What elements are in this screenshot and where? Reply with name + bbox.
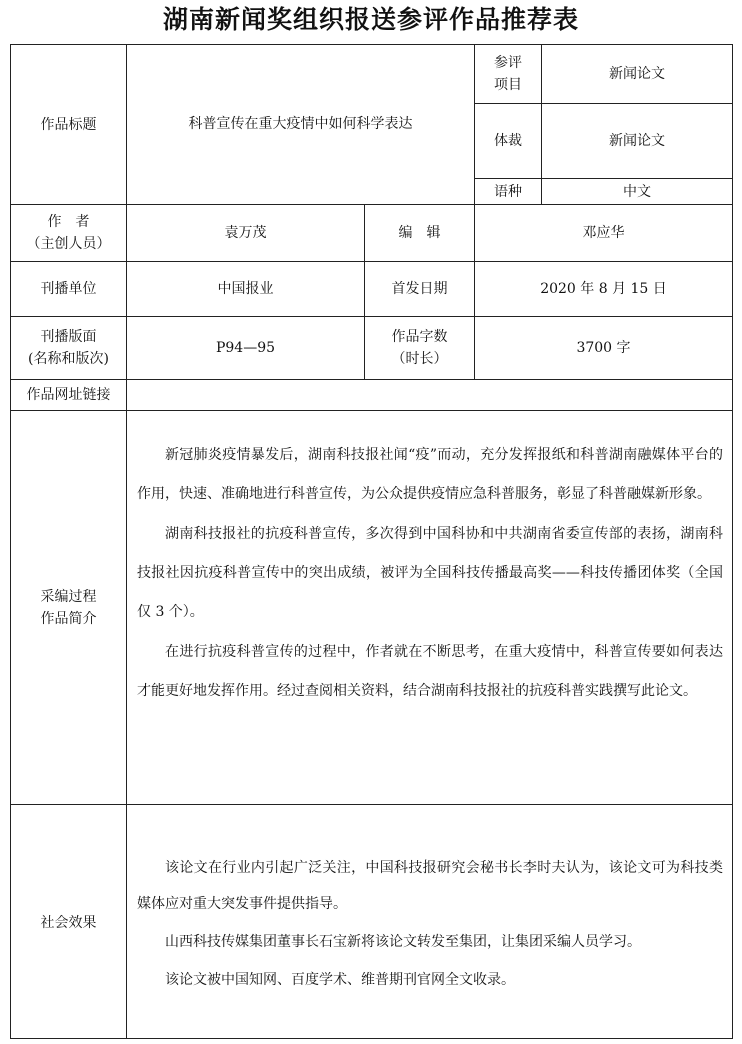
editor-value: 邓应华 [582,225,625,241]
language-value: 中文 [623,183,651,200]
category-label-line1: 参评 [494,55,522,71]
page-label-line1: 刊播版面 [40,329,97,345]
page-value: P94—95 [215,340,276,356]
publisher-value: 中国报业 [217,281,274,297]
first-date-label: 首发日期 [391,281,448,297]
author-label-line1: 作 者 [47,214,90,230]
effect-paragraph: 该论文在行业内引起广泛关注，中国科技报研究会秘书长李时夫认为，该论文可为科技类媒体应对重大突发事件提供指导。 [137,860,723,912]
category-label [475,45,541,103]
category-label-line2: 项目 [494,77,522,93]
url-label: 作品网址链接 [26,387,111,403]
category-value: 新闻论文 [609,66,665,82]
work-title-label: 作品标题 [40,116,97,133]
author-label [11,205,126,261]
word-count-value: 3700 字 [576,340,631,356]
editor-label: 编 辑 [398,225,441,241]
process-label [11,411,126,804]
effect-text [127,850,732,992]
process-label-line2: 作品简介 [40,610,97,627]
publisher-label: 刊播单位 [40,281,97,297]
table-border-right [732,44,733,1039]
page-label-line2: (名称和版次) [28,351,109,367]
effect-paragraph: 山西科技传媒集团董事长石宝新将该论文转发至集团，让集团采编人员学习。 [165,934,641,950]
word-count-label [365,317,474,379]
process-paragraph: 在进行抗疫科普宣传的过程中，作者就在不断思考，在重大疫情中，科普宣传要如何表达才能更好地发挥作用。经过查阅相关资料，结合湖南科技报社的抗疫科普实践撰写此论文。 [137,644,723,699]
effect-paragraph: 该论文被中国知网、百度学术、维普期刊官网全文收录。 [165,972,515,988]
effect-label: 社会效果 [40,914,97,931]
table-border-bottom [10,1038,733,1039]
author-value: 袁万茂 [224,225,267,241]
genre-label: 体裁 [494,133,522,149]
language-label: 语种 [494,183,522,200]
process-text [127,436,732,711]
first-date-value: 2020 年 8 月 15 日 [540,281,667,297]
word-count-label-line2: （时长） [391,351,448,367]
work-title-value: 科普宣传在重大疫情中如何科学表达 [188,115,413,132]
url-value[interactable] [127,380,732,410]
process-paragraph: 新冠肺炎疫情暴发后，湖南科技报社闻“疫”而动，充分发挥报纸和科普湖南融媒体平台的作用，快速、准确地进行科普宣传，为公众提供疫情应急科普服务，彰显了科普融媒新形象。 [137,447,723,502]
process-label-line1: 采编过程 [40,588,97,605]
genre-value: 新闻论文 [609,133,665,149]
author-label-line2: （主创人员） [26,236,111,252]
page-title: 湖南新闻奖组织报送参评作品推荐表 [162,5,579,34]
page-label [11,317,126,379]
process-paragraph: 湖南科技报社的抗疫科普宣传，多次得到中国科协和中共湖南省委宣传部的表扬，湖南科技报社因抗疫科普宣传中的突出成绩，被评为全国科技传播最高奖——科技传播团体奖（全国仅 3 个）。 [137,526,723,620]
word-count-label-line1: 作品字数 [391,329,448,345]
